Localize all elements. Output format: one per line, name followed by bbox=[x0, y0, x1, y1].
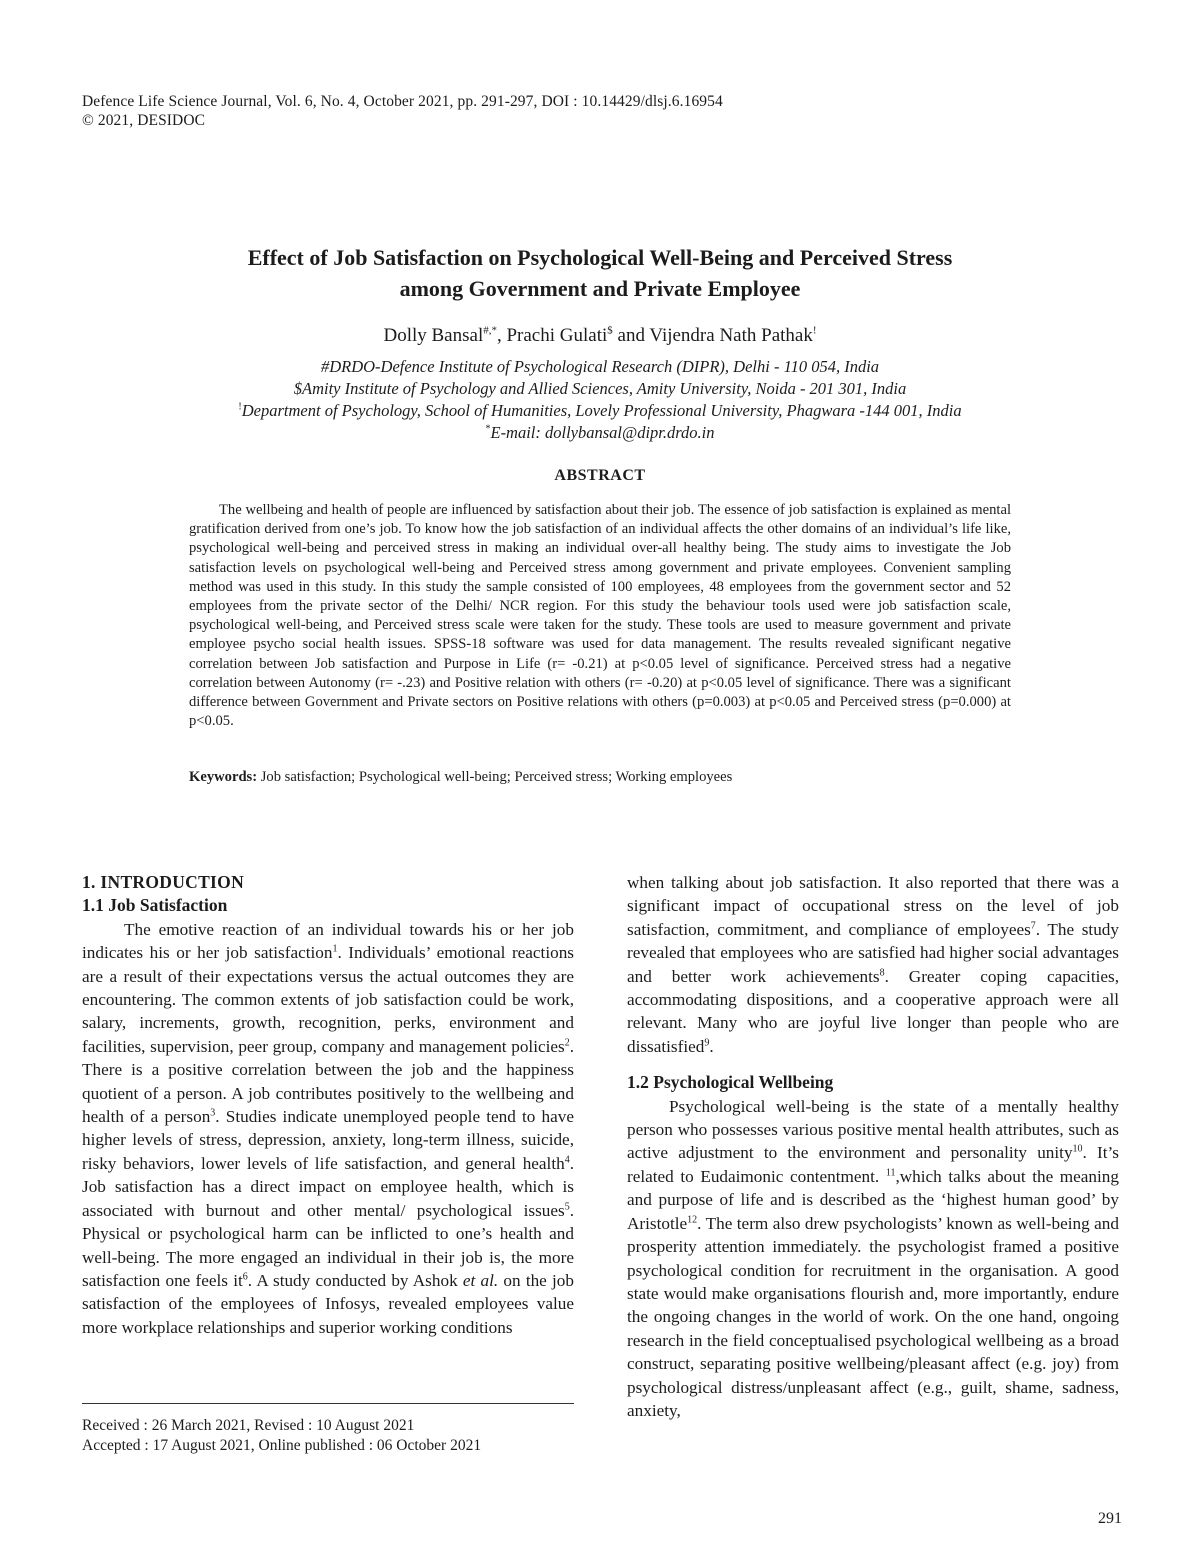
right-column bbox=[627, 871, 1119, 1422]
footnote-divider bbox=[82, 1403, 574, 1404]
author-3-marker: ! bbox=[812, 324, 817, 337]
publication-dates bbox=[82, 1416, 481, 1456]
citation: 6 bbox=[242, 1271, 248, 1283]
author-3: Vijendra Nath Pathak bbox=[649, 325, 813, 346]
accepted-published-dates: Accepted : 17 August 2021, Online published : 06 October 2021 bbox=[82, 1437, 482, 1454]
copyright-line: © 2021, DESIDOC bbox=[82, 112, 206, 129]
citation: 12 bbox=[687, 1213, 698, 1225]
author-list bbox=[100, 323, 1100, 349]
left-column bbox=[82, 871, 574, 1339]
citation: 2 bbox=[564, 1037, 570, 1049]
subsection-heading-job-satisfaction: 1.1 Job Satisfaction bbox=[82, 895, 228, 916]
abstract-text: The wellbeing and health of people are influenced by satisfaction about their job. The essence of job satisfaction is explained as mental gratification derived from one’s job. To know how the job satisfaction of an individual affects the other domains of an individual’s life like, psychological well-being and perceived stress in making an individual over-all healthy being. The study aims to investigate the Job satisfaction levels on psychological well-being and Perceived stress among government and private employees. Convenient sampling method was used in this study. In this study the sample consisted of 100 employees, 48 employees from the government sector and 52 employees from the private sector of the Delhi/ NCR region. For this study the behaviour tools used were job satisfaction scale, psychological well-being, and Perceived stress scale were taken for the study. These tools are used to measure government and private employee psycho social health issues. SPSS-18 software was used for data management. The results revealed significant negative correlation between Job satisfaction and Purpose in Life (r= -0.21) at p<0.05 level of significance. Perceived stress had a negative correlation between Autonomy (r= -.23) and Positive relation with others (r= -0.20) at p<0.05 level of significance. There was a significant difference between Government and Private sectors on Positive relations with others (p=0.003) at p<0.05 and Perceived stress (p=0.000) at p<0.05. bbox=[189, 502, 1011, 730]
title-line-2: among Government and Private Employee bbox=[399, 276, 801, 301]
received-revised-dates: Received : 26 March 2021, Revised : 10 August 2021 bbox=[82, 1417, 415, 1434]
citation: 7 bbox=[1030, 920, 1036, 932]
abstract-heading: ABSTRACT bbox=[554, 467, 646, 484]
affiliation-3-marker: ! bbox=[238, 401, 242, 413]
email-marker: * bbox=[485, 423, 491, 435]
citation: 5 bbox=[564, 1200, 570, 1212]
affiliation-2: $Amity Institute of Psychology and Allied Sciences, Amity University, Noida - 201 301, India bbox=[293, 379, 907, 398]
keywords-list: Job satisfaction; Psychological well-being; Perceived stress; Working employees bbox=[257, 769, 733, 785]
affiliations bbox=[100, 356, 1100, 444]
journal-header bbox=[82, 92, 723, 130]
citation: 1 bbox=[332, 943, 338, 955]
paragraph-continued: when talking about job satisfaction. It also reported that there was a significant impact of occupational stress on the level of job satisfaction, commitment, and compliance of employees$^7$. The study revealed that employees who are satisfied had higher social advantages and better work achievements$^8$. Greater coping capacities, accommodating dispositions, and a cooperative approach were all relevant. Many who are joyful live longer than people who are dissatisfied$^9$. bbox=[627, 873, 1119, 1056]
author-2-marker: $ bbox=[607, 324, 613, 337]
subsection-heading-psychological-wellbeing: 1.2 Psychological Wellbeing bbox=[627, 1072, 834, 1093]
title-line-1: Effect of Job Satisfaction on Psychological Well-Being and Perceived Stress bbox=[247, 245, 953, 270]
paragraph-job-satisfaction: The emotive reaction of an individual towards his or her job indicates his or her job satisfaction$^1$. Individuals’ emotional reactions are a result of their expectations versus the actual outcomes they are encountering. The common extents of job satisfaction could be work, salary, increments, growth, recognition, perks, environment and facilities, supervision, peer group, company and management policies$^2$. There is a positive correlation between the job and the happiness quotient of a person. A job contributes positively to the wellbeing and health of a person$^3$. Studies indicate unemployed people tend to have higher levels of stress, depression, anxiety, long-term illness, suicide, risky behaviors, lower levels of life satisfaction, and general health$^4$. Job satisfaction has a direct impact on employee health, which is associated with burnout and other mental/ psychological issues$^5$. Physical or psychological harm can be inflicted to one’s health and well-being. The more engaged an individual in their job is, the more satisfaction one feels $it^6$. A study conducted by Ashok et al. on the job satisfaction of the employees of Infosys, revealed employees value more workplace relationships and superior working conditions bbox=[82, 919, 575, 1337]
citation: 8 bbox=[879, 966, 885, 978]
correspondence-email: *E-mail: dollybansal@dipr.drdo.in bbox=[485, 423, 715, 442]
author-1: Dolly Bansal bbox=[383, 325, 484, 346]
affiliation-1: #DRDO-Defence Institute of Psychological Research (DIPR), Delhi - 110 054, India bbox=[320, 357, 880, 376]
keywords-label: Keywords: bbox=[189, 769, 258, 785]
journal-citation: Defence Life Science Journal, Vol. 6, No. 4, October 2021, pp. 291-297, DOI : 10.14429/dlsj.6.16954 bbox=[82, 93, 723, 110]
author-2: Prachi Gulati bbox=[506, 325, 608, 346]
citation: 4 bbox=[564, 1154, 570, 1166]
section-heading-introduction: 1. INTRODUCTION bbox=[82, 872, 245, 892]
keywords bbox=[189, 768, 1011, 787]
citation: 10 bbox=[1072, 1143, 1083, 1155]
page-number: 291 bbox=[1098, 1510, 1122, 1527]
author-separator: and bbox=[612, 325, 650, 346]
author-1-marker: #,* bbox=[483, 324, 497, 337]
article-title bbox=[100, 242, 1100, 304]
paragraph-psychological-wellbeing: Psychological well-being is the state of a mentally healthy person who possesses various positive mental health attributes, such as active adjustment to the environment and personality unity$^{10}$. It’s related to Eudaimonic contentment. $^{11}$,which talks about the meaning and purpose of life and is described as the ‘highest human good’ by Aristotle$^{12}$. The term also drew psychologists’ known as well-being and prosperity attention immediately. the psychologist framed a positive psychological condition for recruitment in the organisation. A good state would make organisations flourish and, more importantly, endure the ongoing changes in the world of work. On the one hand, ongoing research in the field conceptualised psychological wellbeing as a broad construct, separating positive wellbeing/pleasant affect (e.g. joy) from psychological distress/unpleasant affect (e.g., guilt, shame, sadness, anxiety, bbox=[627, 1096, 1119, 1420]
citation: 11 bbox=[885, 1167, 896, 1179]
affiliation-3: !Department of Psychology, School of Humanities, Lovely Professional University, Phagwara -144 001, India bbox=[238, 401, 962, 420]
author-separator: , bbox=[496, 325, 507, 346]
citation: 9 bbox=[704, 1037, 710, 1049]
citation: 3 bbox=[210, 1107, 216, 1119]
